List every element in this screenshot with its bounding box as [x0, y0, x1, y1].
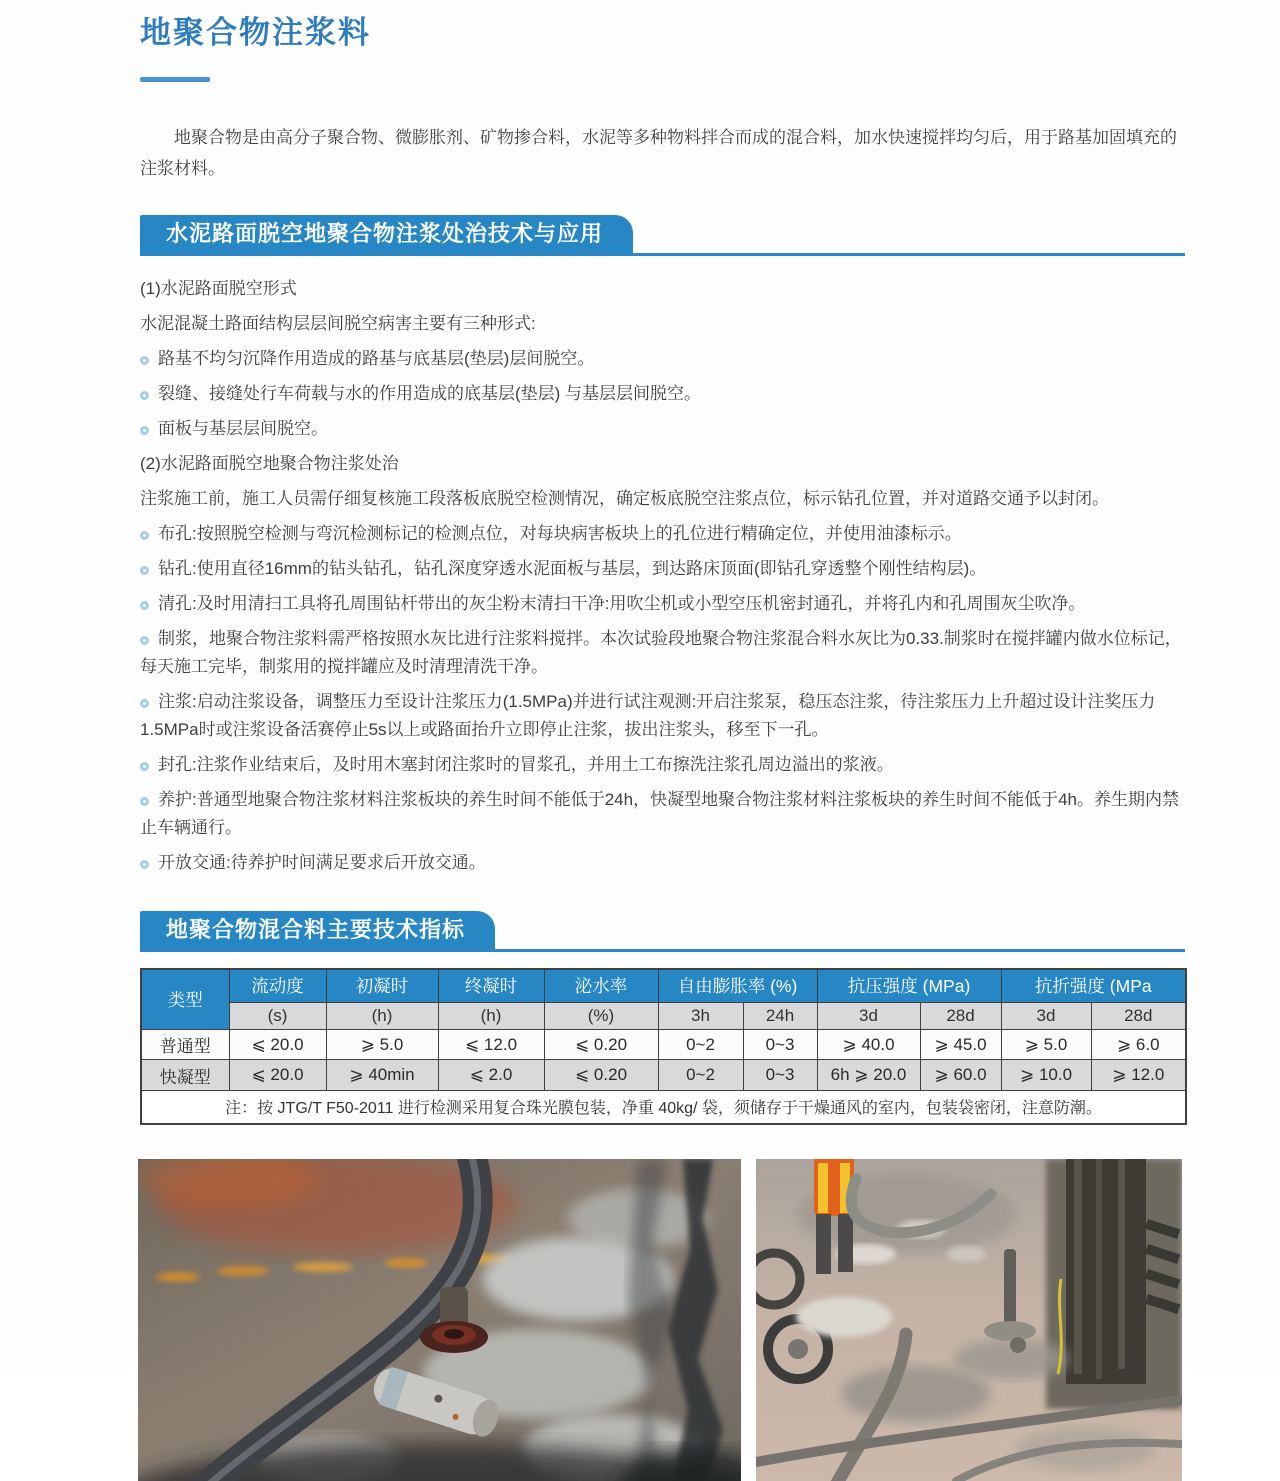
- ring-bullet-icon: [140, 531, 149, 540]
- list-item: 养护:普通型地聚合物注浆材料注浆板块的养生时间不能低于24h，快凝型地聚合物注浆材料注浆板块的养生时间不能低于4h。养生期内禁止车辆通行。: [140, 790, 1179, 838]
- ring-bullet-icon: [140, 860, 149, 869]
- list-item: 注浆:启动注浆设备，调整压力至设计注浆压力(1.5MPa)并进行试注观测:开启注浆泵，稳压态注浆，待注浆压力上升超过设计注奖压力1.5MPa时或注浆设备活赛停止5s以上或路面抬升立即停止注浆，拔出注浆头，移至下一孔。: [140, 692, 1156, 740]
- list-item: 钻孔:使用直径16mm的钻头钻孔，钻孔深度穿透水泥面板与基层，到达路床顶面(即钻孔穿透整个刚性结构层)。: [140, 552, 1185, 587]
- col-fluidity: 流动度: [229, 969, 326, 1003]
- cell: ⩾ 5.0: [1001, 1030, 1091, 1060]
- section2-header: [140, 911, 1185, 952]
- cell: ⩾ 40min: [326, 1060, 438, 1091]
- section1-body: [140, 272, 1185, 881]
- ring-bullet-icon: [140, 797, 149, 806]
- grouting-worksite-photo: [756, 1159, 1182, 1481]
- table-row-rapid-type: [141, 1060, 1186, 1091]
- section1-header: [140, 215, 1185, 256]
- cell: ⩾ 40.0: [817, 1030, 920, 1060]
- ring-bullet-icon: [140, 601, 149, 610]
- ring-bullet-icon: [140, 699, 149, 708]
- sub-col: 3d: [1001, 1003, 1091, 1030]
- unit-cell: (%): [544, 1003, 658, 1030]
- cell: ⩾ 45.0: [920, 1030, 1001, 1060]
- technical-spec-table: [140, 968, 1187, 1125]
- unit-cell: (s): [229, 1003, 326, 1030]
- list-item: 裂缝、接缝处行车荷载与水的作用造成的底基层(垫层) 与基层层间脱空。: [140, 377, 1185, 412]
- pavement-grouting-hole-photo: [138, 1159, 741, 1481]
- sub-col: 28d: [1091, 1003, 1186, 1030]
- cell: ⩽ 20.0: [229, 1030, 326, 1060]
- list-item: 布孔:按照脱空检测与弯沉检测标记的检测点位，对每块病害板块上的孔位进行精确定位，并使用油漆标示。: [140, 517, 1185, 552]
- table-unit-row: [141, 1003, 1186, 1030]
- cell: 6h ⩾ 20.0: [817, 1060, 920, 1091]
- ring-bullet-icon: [140, 426, 149, 435]
- col-type: 类型: [141, 969, 229, 1030]
- title-underline-dash: [140, 77, 210, 82]
- col-group-flexural: 抗折强度 (MPa: [1001, 969, 1186, 1003]
- table-note: 注：按 JTG/T F50-2011 进行检测采用复合珠光膜包装，净重 40kg/ 袋，须储存于干燥通风的室内，包装袋密闭，注意防潮。: [141, 1091, 1186, 1124]
- sub-col: 28d: [920, 1003, 1001, 1030]
- unit-cell: (h): [326, 1003, 438, 1030]
- cell: ⩽ 2.0: [438, 1060, 544, 1091]
- col-initial-set: 初凝时: [326, 969, 438, 1003]
- cell: ⩾ 10.0: [1001, 1060, 1091, 1091]
- table-row-normal-type: [141, 1030, 1186, 1060]
- page-title: 地聚合物注浆料: [140, 15, 371, 50]
- text-line: (2)水泥路面脱空地聚合物注浆处治: [140, 454, 399, 474]
- text-line: 注浆施工前，施工人员需仔细复核施工段落板底脱空检测情况，确定板底脱空注浆点位，标示钻孔位置，并对道路交通予以封闭。: [140, 489, 1109, 509]
- cell: ⩾ 60.0: [920, 1060, 1001, 1091]
- col-group-expansion: 自由膨胀率 (%): [658, 969, 817, 1003]
- unit-cell: (h): [438, 1003, 544, 1030]
- list-item: 路基不均匀沉降作用造成的路基与底基层(垫层)层间脱空。: [140, 342, 1185, 377]
- col-final-set: 终凝时: [438, 969, 544, 1003]
- list-item: 封孔:注浆作业结束后，及时用木塞封闭注浆时的冒浆孔，并用土工布擦洗注浆孔周边溢出的浆液。: [140, 748, 1185, 783]
- sub-col: 24h: [743, 1003, 817, 1030]
- sub-col: 3d: [817, 1003, 920, 1030]
- cell: ⩽ 0.20: [544, 1060, 658, 1091]
- section1-heading: 水泥路面脱空地聚合物注浆处治技术与应用: [140, 215, 633, 253]
- sub-col: 3h: [658, 1003, 743, 1030]
- table-header-row: [141, 969, 1186, 1003]
- text-line: 水泥混凝土路面结构层层间脱空病害主要有三种形式:: [140, 314, 536, 334]
- photo-row: [138, 1159, 1185, 1481]
- cell: ⩽ 20.0: [229, 1060, 326, 1091]
- col-bleeding: 泌水率: [544, 969, 658, 1003]
- section2-heading: 地聚合物混合料主要技术指标: [140, 911, 495, 949]
- table-note-row: [141, 1091, 1186, 1124]
- cell: 0~2: [658, 1060, 743, 1091]
- cell: ⩾ 12.0: [1091, 1060, 1186, 1091]
- ring-bullet-icon: [140, 762, 149, 771]
- cell: 0~3: [743, 1030, 817, 1060]
- row-type: 普通型: [141, 1030, 229, 1060]
- cell: ⩾ 6.0: [1091, 1030, 1186, 1060]
- ring-bullet-icon: [140, 636, 149, 645]
- list-item: 开放交通:待养护时间满足要求后开放交通。: [140, 846, 1185, 881]
- list-item: 清孔:及时用清扫工具将孔周围钻杆带出的灰尘粉末清扫干净:用吹尘机或小型空压机密封通孔，并将孔内和孔周围灰尘吹净。: [140, 587, 1185, 622]
- cell: 0~3: [743, 1060, 817, 1091]
- cell: ⩽ 0.20: [544, 1030, 658, 1060]
- cell: ⩾ 5.0: [326, 1030, 438, 1060]
- col-group-compressive: 抗压强度 (MPa): [817, 969, 1001, 1003]
- row-type: 快凝型: [141, 1060, 229, 1091]
- intro-paragraph: 地聚合物是由高分子聚合物、微膨胀剂、矿物掺合料，水泥等多种物料拌合而成的混合料，加水快速搅拌均匀后，用于路基加固填充的注浆材料。: [140, 127, 1177, 179]
- list-item: 面板与基层层间脱空。: [140, 412, 1185, 447]
- cell: ⩽ 12.0: [438, 1030, 544, 1060]
- ring-bullet-icon: [140, 356, 149, 365]
- cell: 0~2: [658, 1030, 743, 1060]
- ring-bullet-icon: [140, 391, 149, 400]
- list-item: 制浆，地聚合物注浆料需严格按照水灰比进行注浆料搅拌。本次试验段地聚合物注浆混合料水灰比为0.33.制浆时在搅拌罐内做水位标记，每天施工完毕，制浆用的搅拌罐应及时清理清洗干净。: [140, 629, 1182, 677]
- ring-bullet-icon: [140, 566, 149, 575]
- text-line: (1)水泥路面脱空形式: [140, 279, 297, 299]
